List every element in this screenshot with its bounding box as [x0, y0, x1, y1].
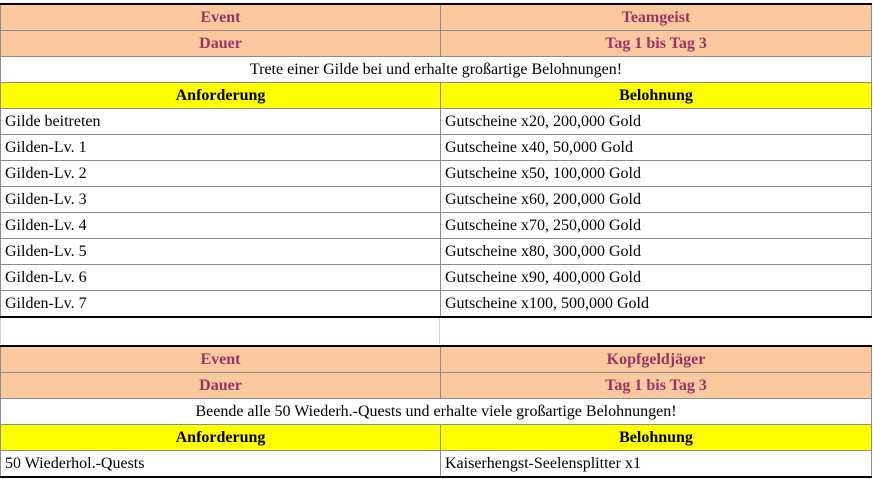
event-label: Event: [1, 4, 441, 31]
column-header-requirement: Anforderung: [1, 83, 441, 109]
reward-cell: Gutscheine x60, 200,000 Gold: [441, 187, 872, 213]
table-row: [1, 291, 872, 318]
column-header-requirement: Anforderung: [1, 425, 441, 451]
duration-row: [1, 31, 872, 57]
event-table-teamgeist: [0, 3, 872, 318]
reward-cell: Gutscheine x80, 300,000 Gold: [441, 239, 872, 265]
table-row: [1, 239, 872, 265]
spacer-divider: [0, 318, 440, 344]
description-row: [1, 57, 872, 83]
duration-value: Tag 1 bis Tag 3: [441, 373, 872, 399]
event-table-kopfgeldjaeger: [0, 345, 872, 478]
event-description: Trete einer Gilde bei und erhalte großartige Belohnungen!: [1, 57, 872, 83]
description-row: [1, 399, 872, 425]
table-row: [1, 161, 872, 187]
table-spacer: [0, 318, 871, 344]
column-header-reward: Belohnung: [441, 425, 872, 451]
table-row: [1, 187, 872, 213]
reward-cell: Kaiserhengst-Seelensplitter x1: [441, 451, 872, 478]
column-header-row: [1, 83, 872, 109]
table-row: [1, 265, 872, 291]
duration-value: Tag 1 bis Tag 3: [441, 31, 872, 57]
reward-cell: Gutscheine x20, 200,000 Gold: [441, 109, 872, 135]
event-description: Beende alle 50 Wiederh.-Quests und erhalte viele großartige Belohnungen!: [1, 399, 872, 425]
table-row: [1, 109, 872, 135]
table-row: [1, 213, 872, 239]
requirement-cell: Gilden-Lv. 2: [1, 161, 441, 187]
event-row: [1, 346, 872, 373]
reward-cell: Gutscheine x70, 250,000 Gold: [441, 213, 872, 239]
requirement-cell: Gilden-Lv. 6: [1, 265, 441, 291]
duration-label: Dauer: [1, 31, 441, 57]
column-header-reward: Belohnung: [441, 83, 872, 109]
event-name: Teamgeist: [441, 4, 872, 31]
event-label: Event: [1, 346, 441, 373]
reward-cell: Gutscheine x90, 400,000 Gold: [441, 265, 872, 291]
reward-cell: Gutscheine x40, 50,000 Gold: [441, 135, 872, 161]
event-row: [1, 4, 872, 31]
reward-cell: Gutscheine x100, 500,000 Gold: [441, 291, 872, 318]
requirement-cell: Gilden-Lv. 7: [1, 291, 441, 318]
reward-cell: Gutscheine x50, 100,000 Gold: [441, 161, 872, 187]
table-row: [1, 135, 872, 161]
requirement-cell: 50 Wiederhol.-Quests: [1, 451, 441, 478]
duration-row: [1, 373, 872, 399]
requirement-cell: Gilden-Lv. 3: [1, 187, 441, 213]
event-name: Kopfgeldjäger: [441, 346, 872, 373]
table-row: [1, 451, 872, 478]
duration-label: Dauer: [1, 373, 441, 399]
requirement-cell: Gilden-Lv. 1: [1, 135, 441, 161]
requirement-cell: Gilden-Lv. 4: [1, 213, 441, 239]
requirement-cell: Gilden-Lv. 5: [1, 239, 441, 265]
requirement-cell: Gilde beitreten: [1, 109, 441, 135]
column-header-row: [1, 425, 872, 451]
